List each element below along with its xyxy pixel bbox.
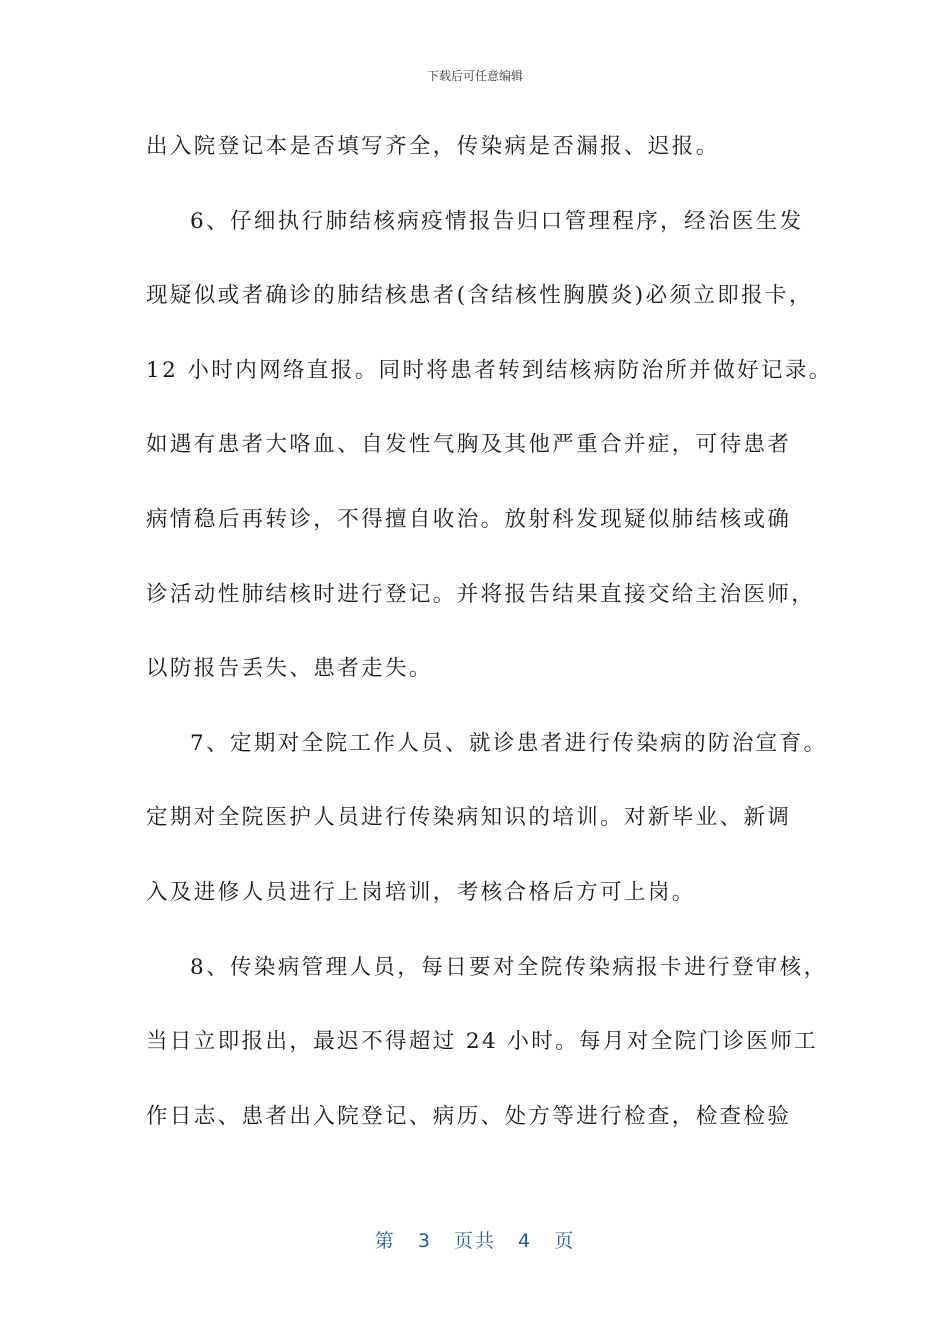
current-page-number: 3 (417, 1230, 432, 1252)
text-line: 7、定期对全院工作人员、就诊患者进行传染病的防治宣育。 (190, 730, 828, 756)
text-line: 以防报告丢失、患者走失。 (146, 656, 433, 682)
footer-label-end: 页 (554, 1230, 576, 1252)
text-line: 12 小时内网络直报。同时将患者转到结核病防治所并做好记录。 (146, 357, 833, 383)
text-line: 当日立即报出，最迟不得超过 24 小时。每月对全院门诊医师工 (146, 1029, 819, 1055)
text-line: 如遇有患者大咯血、自发性气胸及其他严重合并症，可待患者 (146, 432, 792, 458)
text-line: 诊活动性肺结核时进行登记。并将报告结果直接交给主治医师， (146, 581, 816, 607)
document-body (146, 127, 833, 1171)
header-note: 下载后可任意编辑 (426, 69, 523, 83)
text-line: 8、传染病管理人员，每日要对全院传染病报卡进行登审核， (190, 954, 828, 980)
total-pages-number: 4 (518, 1230, 533, 1252)
text-line: 入及进修人员进行上岗培训，考核合格后方可上岗。 (146, 879, 696, 905)
text-line: 出入院登记本是否填写齐全，传染病是否漏报、迟报。 (146, 134, 720, 159)
text-line: 定期对全院医护人员进行传染病知识的培训。对新毕业、新调 (146, 805, 792, 831)
page-footer (0, 1226, 950, 1253)
text-line: 作日志、患者出入院登记、病历、处方等进行检查，检查检验 (146, 1103, 792, 1129)
text-line: 病情稳后再转诊，不得擅自收治。放射科发现疑似肺结核或确 (146, 506, 792, 532)
footer-label-of: 页共 (453, 1230, 496, 1252)
text-line: 6、仔细执行肺结核病疫情报告归口管理程序，经治医生发 (190, 208, 804, 234)
text-line: 现疑似或者确诊的肺结核患者(含结核性胸膜炎)必须立即报卡， (146, 283, 813, 309)
footer-label-page: 第 (374, 1230, 396, 1252)
